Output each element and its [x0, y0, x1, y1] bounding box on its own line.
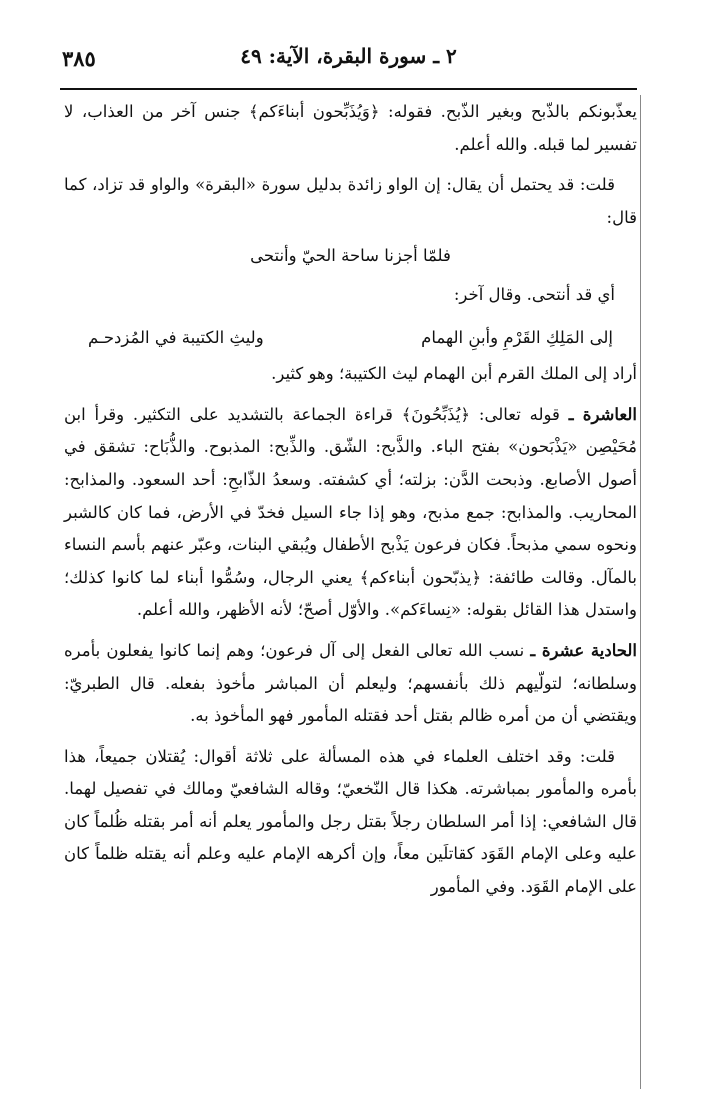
- verse-line: فلمّا أجزنا ساحة الحيّ وأنتحى: [250, 246, 451, 266]
- section-lead: الحادية عشرة ـ: [530, 640, 638, 660]
- paragraph-eleventh: [64, 635, 637, 733]
- paragraph-tenth: [64, 399, 637, 627]
- page-number: ٣٨٥: [62, 46, 96, 71]
- paragraph: يعذّبونكم بالذّبح وبغير الذّبح. فقوله: ﴿وَيُذَبِّحون أبناءَكم﴾ جنس آخر من العذاب، لا تفسير لما قبله. والله أعلم.: [64, 102, 637, 154]
- paragraph: أراد إلى الملك القرم أبن الهمام ليث الكتيبة؛ وهو كثير.: [271, 364, 637, 384]
- page-body: [64, 96, 637, 904]
- binding-edge-line: [640, 95, 641, 1089]
- verse-couplet: [64, 322, 637, 355]
- paragraph-text: قوله تعالى: ﴿يُذَبِّحُونَ﴾ قراءة الجماعة بالتشديد على التكثير. وقرأ ابن مُحَيْصِن «يَذْبَحون» بفتح الباء. والذَّبح: الشّق. والذِّبح: المذبوح. والذُّبَاح: تشقق في أصول الأصابع. وذبحت الدَّن: بزلته؛ أي كشفته. وسعدُ الذّابحِ: أحد السعود. والمذابح: المحاريب. والمذابح: جمع مذبح، وهو إذا جاء السيل فخدّ في الأرض، فما كان كالشبر ونحوه سمي مذبحاً. فكان فرعون يَذْبح الأطفال ويُبقي البنات، وعبّر عنهم بأسم النساء بالمآل. وقالت طائفة: ﴿يذبّحون أبناءكم﴾ يعني الرجال، وسُمُّوا أبناء لما كانوا كذلك؛ واستدل هذا القائل بقوله: «نِساءَكم». والأوّل أصحّ؛ لأنه الأظهر، والله أعلم.: [64, 404, 638, 620]
- paragraph: أي قد أنتحى. وقال آخر:: [453, 284, 615, 304]
- paragraph: قلت: قد يحتمل أن يقال: إن الواو زائدة بدليل سورة «البقرة» والواو قد تزاد، كما قال:: [64, 175, 637, 227]
- section-lead: العاشرة ـ: [568, 404, 637, 424]
- paragraph-text: نسب الله تعالى الفعل إلى آل فرعون؛ وهم إنما كانوا يفعلون بأمره وسلطانه؛ لتولّيهم ذلك بأنفسهم؛ وليعلم أن المباشر مأخوذ بفعله. قال الطبريّ: ويقتضي أن من أمره ظالم بقتل أحد فقتله المأمور فهو المأخوذ به.: [64, 640, 637, 726]
- paragraph: قلت: وقد اختلف العلماء في هذه المسألة على ثلاثة أقوال: يُقتلان جميعاً، هذا بأمره والمأمور بمباشرته. هكذا قال النّخعيّ؛ وقاله الشافعيّ ومالك في تفصيل لهما. قال الشافعي: إذا أمر السلطان رجلاً بقتل رجل والمأمور يعلم أنه أمر بقتله ظُلماً كان عليه وعلى الإمام القَوَد كقاتلَين معاً، وإن أكرهه الإمام عليه وعلم أنه يقتله ظلماً كان على الإمام القَوَد. وفي المأمور: [64, 746, 637, 897]
- verse-hemistich-left: وليثِ الكتيبة في المُزدحـم: [88, 327, 264, 347]
- header-title: ٢ ـ سورة البقرة، الآية: ٤٩: [240, 44, 457, 68]
- running-header: [60, 30, 637, 90]
- verse-hemistich-right: إلى المَلِكِ القَرْمِ وأبنِ الهمام: [421, 327, 613, 347]
